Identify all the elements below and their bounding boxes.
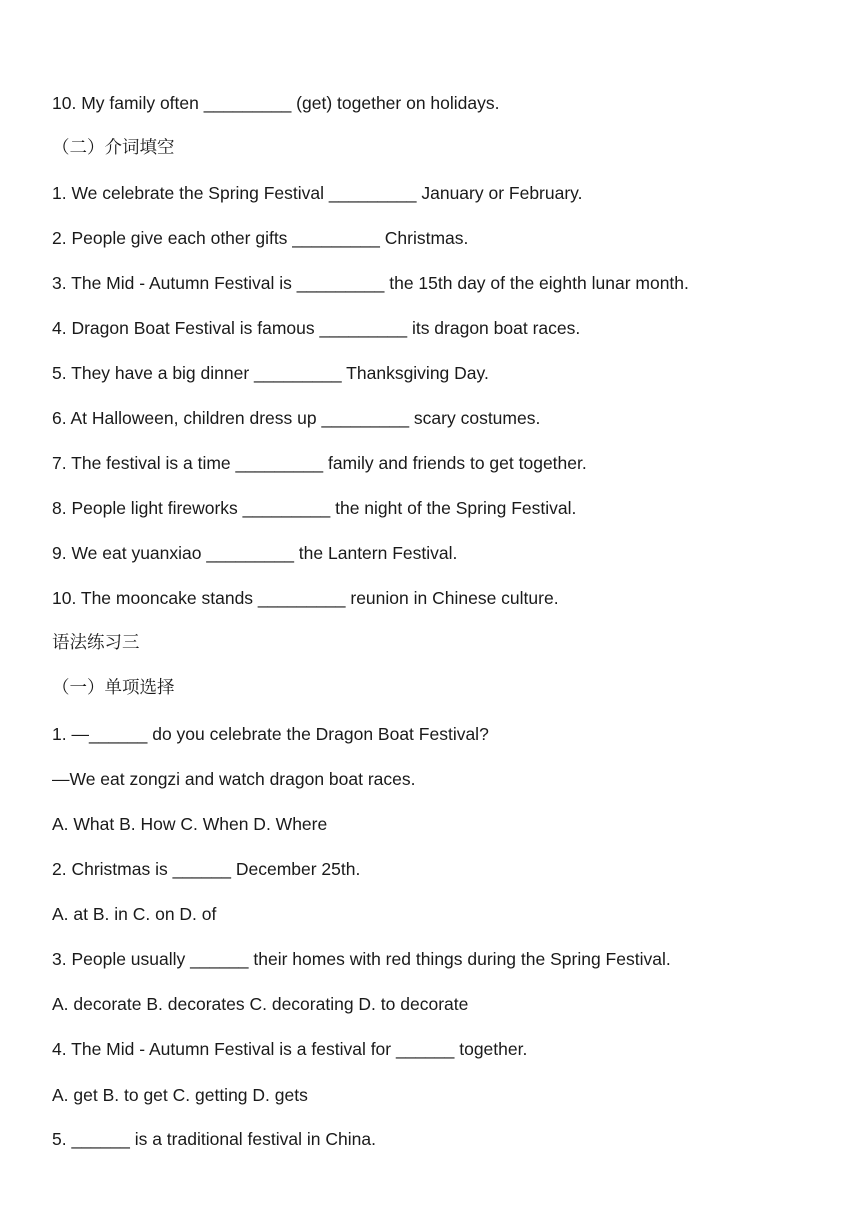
section-heading: （一）单项选择 <box>52 678 175 698</box>
options-line: A. decorate B. decorates C. decorating D. to decorate <box>52 994 469 1014</box>
exercise-line: 5. They have a big dinner _________ Thanksgiving Day. <box>52 363 489 383</box>
exercise-line: 10. My family often _________ (get) together on holidays. <box>52 93 500 113</box>
question-line: 4. The Mid - Autumn Festival is a festival for ______ together. <box>52 1039 528 1059</box>
options-line: A. get B. to get C. getting D. gets <box>52 1085 308 1105</box>
exercise-line: 7. The festival is a time _________ family and friends to get together. <box>52 453 587 473</box>
question-line: 2. Christmas is ______ December 25th. <box>52 859 361 879</box>
exercise-line: 2. People give each other gifts _________ Christmas. <box>52 228 469 248</box>
exercise-line: 10. The mooncake stands _________ reunion in Chinese culture. <box>52 588 559 608</box>
answer-line: —We eat zongzi and watch dragon boat races. <box>52 769 416 789</box>
section-title: 语法练习三 <box>52 633 140 653</box>
question-line: 3. People usually ______ their homes with red things during the Spring Festival. <box>52 949 671 969</box>
exercise-line: 9. We eat yuanxiao _________ the Lantern Festival. <box>52 543 458 563</box>
question-line: 1. —______ do you celebrate the Dragon Boat Festival? <box>52 724 489 744</box>
options-line: A. What B. How C. When D. Where <box>52 814 328 834</box>
section-heading: （二）介词填空 <box>52 138 175 158</box>
question-line: 5. ______ is a traditional festival in China. <box>52 1129 376 1149</box>
exercise-line: 3. The Mid - Autumn Festival is _________ the 15th day of the eighth lunar month. <box>52 273 689 293</box>
exercise-line: 1. We celebrate the Spring Festival _________ January or February. <box>52 183 583 203</box>
exercise-line: 4. Dragon Boat Festival is famous _________ its dragon boat races. <box>52 318 581 338</box>
exercise-line: 6. At Halloween, children dress up _________ scary costumes. <box>52 408 541 428</box>
exercise-line: 8. People light fireworks _________ the night of the Spring Festival. <box>52 498 577 518</box>
options-line: A. at B. in C. on D. of <box>52 904 217 924</box>
